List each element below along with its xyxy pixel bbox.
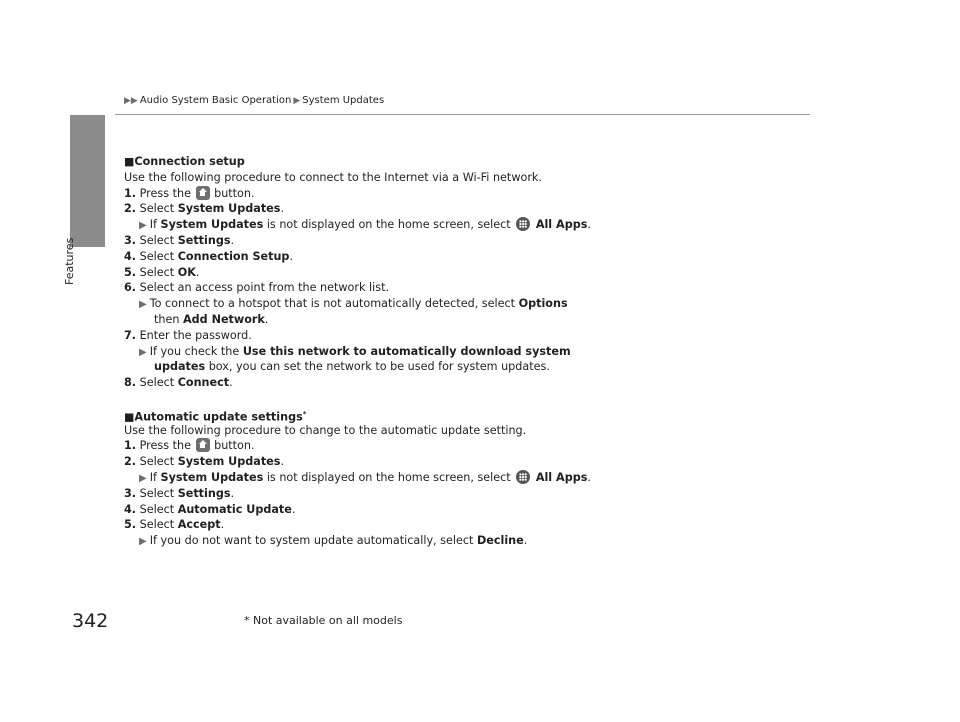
step-note: ▶ If System Updates is not displayed on the home screen, select All Apps. xyxy=(139,218,591,232)
step: 2. Select System Updates. xyxy=(124,202,284,216)
step: 3. Select Settings. xyxy=(124,486,235,500)
step: 5. Select OK. xyxy=(124,265,200,279)
step-note-continued: then Add Network. xyxy=(154,312,269,326)
arrow-right-icon: ▶ xyxy=(139,536,147,548)
section-heading: ■Connection setup xyxy=(124,155,245,168)
breadcrumb-arrow-icon: ▶ xyxy=(293,95,301,106)
all-apps-icon xyxy=(516,470,530,484)
black-square-icon: ■ xyxy=(124,155,135,168)
step: 1. Press the button. xyxy=(124,439,255,453)
step: 8. Select Connect. xyxy=(124,376,233,390)
section-tab xyxy=(70,115,105,247)
step-note: ▶ If you check the Use this network to automatically download system xyxy=(139,344,571,358)
step-note: ▶ If System Updates is not displayed on the home screen, select All Apps. xyxy=(139,470,591,484)
step: 1. Press the button. xyxy=(124,186,255,200)
step: 4. Select Automatic Update. xyxy=(124,502,296,516)
header-rule xyxy=(115,114,810,115)
section-heading: ■Automatic update settings* xyxy=(124,409,307,424)
arrow-right-icon: ▶ xyxy=(139,220,147,232)
arrow-right-icon: ▶ xyxy=(139,346,147,358)
step-note: ▶ To connect to a hotspot that is not automatically detected, select Options xyxy=(139,297,568,311)
step-note-continued: updates box, you can set the network to be used for system updates. xyxy=(154,360,550,374)
breadcrumb-item: System Updates xyxy=(302,95,385,106)
main-content xyxy=(124,154,784,549)
step: 5. Select Accept. xyxy=(124,518,225,532)
arrow-right-icon: ▶ xyxy=(139,472,147,484)
step: 7. Enter the password. xyxy=(124,328,252,342)
step: 4. Select Connection Setup. xyxy=(124,249,293,263)
step: 3. Select Settings. xyxy=(124,233,235,247)
footnote: * Not available on all models xyxy=(244,614,403,627)
black-square-icon: ■ xyxy=(124,410,135,424)
breadcrumb-arrow-icon: ▶▶ xyxy=(124,95,138,106)
home-button-icon xyxy=(196,438,210,452)
arrow-right-icon: ▶ xyxy=(139,299,147,311)
section-intro: Use the following procedure to connect to the Internet via a Wi-Fi network. xyxy=(124,170,542,184)
step-note: ▶ If you do not want to system update automatically, select Decline. xyxy=(139,534,528,548)
breadcrumb xyxy=(124,95,384,106)
section-intro: Use the following procedure to change to the automatic update setting. xyxy=(124,423,527,437)
page-number: 342 xyxy=(72,610,109,632)
step: 2. Select System Updates. xyxy=(124,455,284,469)
step: 6. Select an access point from the network list. xyxy=(124,281,390,295)
all-apps-icon xyxy=(516,217,530,231)
home-button-icon xyxy=(196,186,210,200)
section-label: Features xyxy=(63,237,76,285)
breadcrumb-item: Audio System Basic Operation xyxy=(139,95,292,106)
